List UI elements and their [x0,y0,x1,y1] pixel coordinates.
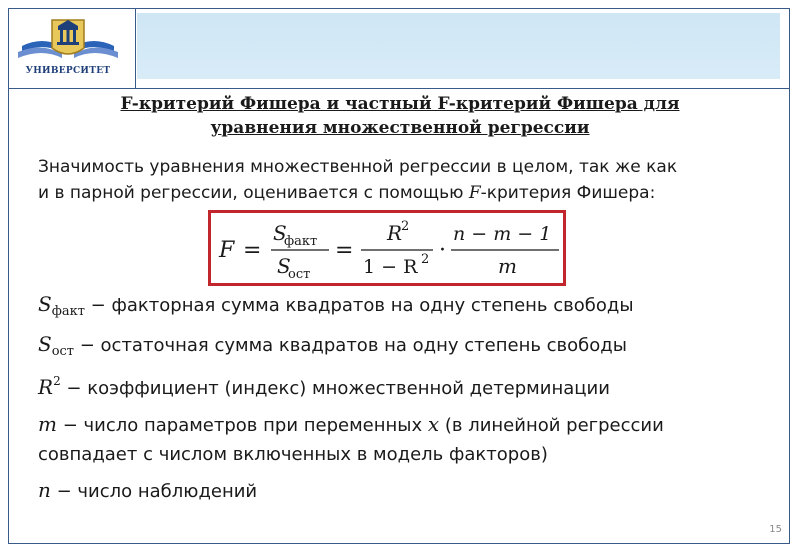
university-logo [12,12,124,84]
def-text-2: (в линейной регрессии [439,415,664,436]
def-sub: факт [51,304,85,319]
intro-paragraph [38,154,778,206]
formula-eq-2: = [335,238,354,263]
definition-r2 [38,374,610,399]
def-sup: 2 [53,374,61,388]
formula-lhs: F [219,238,235,263]
definition-s-ost [38,332,627,359]
formula-den3: m [498,254,517,278]
def-sub: ост [51,344,75,359]
formula-den2-sup: 2 [421,252,430,267]
logo-caption: УНИВЕРСИТЕТ [25,66,111,76]
def-var: m [38,412,57,436]
intro-line-2 [38,180,778,206]
header-divider [135,8,136,88]
definition-m [38,412,664,436]
fisher-formula [211,213,563,283]
formula-num1-sub: факт [284,234,318,249]
header-title-box [137,13,780,79]
fisher-formula-box [208,210,566,286]
definition-n [38,478,257,502]
formula-num1-var: S [273,221,287,245]
intro-line-2-text-b: -критерия Фишера: [480,183,656,203]
def-text: − число параметров при переменных [56,415,428,436]
formula-num3: n − m − 1 [453,223,552,245]
def-text: − число наблюдений [50,481,258,502]
page-number: 15 [769,524,782,535]
formula-dot: · [439,238,446,263]
definition-m-continued [38,444,548,465]
slide-title-line-1: F-критерий Фишера и частный F-критерий Фишера для [120,94,680,114]
def-text: совпадает с числом включенных в модель факторов) [38,444,548,465]
definition-s-fact [38,292,634,319]
formula-num2: R [387,221,403,245]
def-var: S [38,292,52,316]
def-var: S [38,332,52,356]
formula-eq-1: = [243,238,262,263]
def-var: R [38,375,54,399]
formula-den1-sub: ост [288,267,311,282]
def-text: − коэффициент (индекс) множественной детерминации [60,378,610,399]
university-crest-icon [12,12,124,68]
formula-den1-var: S [277,254,291,278]
def-var: n [38,478,51,502]
formula-den2: 1 − R [363,256,418,278]
def-text: − остаточная сумма квадратов на одну степень свободы [74,335,627,356]
intro-line-2-text-a: и в парной регрессии, оценивается с помощью [38,183,469,203]
slide-title-line-2: уравнения множественной регрессии [210,118,590,138]
intro-f-symbol: F [468,183,481,203]
def-var-x: x [427,412,440,436]
slide-title [60,92,740,140]
intro-line-1: Значимость уравнения множественной регрессии в целом, так же как [38,157,678,177]
def-text: − факторная сумма квадратов на одну степень свободы [84,295,634,316]
formula-num2-sup: 2 [401,219,410,234]
